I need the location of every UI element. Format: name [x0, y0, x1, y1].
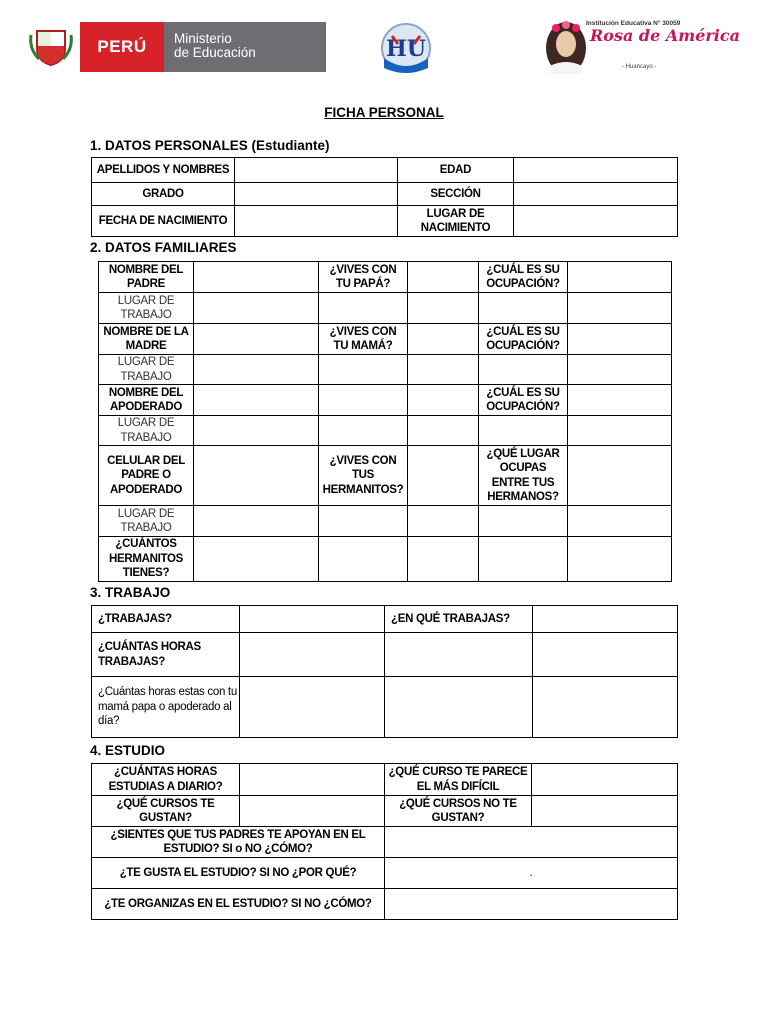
label-ocupacion-apoderado: ¿CUÁL ES SU OCUPACIÓN?	[479, 385, 568, 416]
page-header	[0, 0, 768, 90]
input-lugar-trabajo-madre-2[interactable]	[319, 355, 408, 385]
input-lugar-trabajo-padre-2[interactable]	[319, 293, 408, 324]
input-lugar-trabajo-padre-3[interactable]	[408, 293, 479, 324]
label-organizas: ¿TE ORGANIZAS EN EL ESTUDIO? SI NO ¿CÓMO?	[92, 889, 385, 920]
input-apellidos[interactable]	[235, 158, 398, 183]
input-grado[interactable]	[235, 183, 398, 206]
label-lugar-trabajo-apoderado: LUGAR DE TRABAJO	[99, 416, 194, 446]
input-lugar-trabajo-celular-1[interactable]	[194, 506, 319, 537]
section-trabajo: 3. TRABAJO	[90, 585, 171, 600]
input-cuantas-horas-trabajas[interactable]	[240, 633, 385, 677]
section-datos-familiares: 2. DATOS FAMILIARES	[90, 240, 237, 255]
input-lugar-trabajo-madre-5[interactable]	[568, 355, 672, 385]
input-gusta-estudio[interactable]: .	[385, 858, 678, 889]
table-trabajo	[91, 605, 678, 738]
input-ocupacion-apoderado[interactable]	[568, 385, 672, 416]
label-edad: EDAD	[398, 158, 514, 183]
school-city: - Huancayo -	[622, 64, 657, 70]
ministerio-label	[164, 22, 326, 72]
label-curso-dificil: ¿QUÉ CURSO TE PARECE EL MÁS DIFÍCIL	[385, 764, 532, 796]
input-lugar-trabajo-padre-4[interactable]	[479, 293, 568, 324]
input-lugar-trabajo-madre-3[interactable]	[408, 355, 479, 385]
input-nombre-padre[interactable]	[194, 262, 319, 293]
label-lugar-nacimiento: LUGAR DE NACIMIENTO	[398, 206, 514, 237]
input-hermanitos-extra-2[interactable]	[408, 537, 479, 582]
input-en-que-trabajas[interactable]	[533, 606, 678, 633]
peru-label: PERÚ	[80, 22, 164, 72]
input-lugar-trabajo-madre-1[interactable]	[194, 355, 319, 385]
label-seccion: SECCIÓN	[398, 183, 514, 206]
label-cursos-no-gustan: ¿QUÉ CURSOS NO TE GUSTAN?	[385, 796, 532, 827]
input-trabajo-extra-3[interactable]	[385, 677, 533, 738]
document-title: FICHA PERSONAL	[324, 105, 444, 120]
input-seccion[interactable]	[514, 183, 678, 206]
input-lugar-trabajo-apoderado-1[interactable]	[194, 416, 319, 446]
input-lugar-trabajo-padre-5[interactable]	[568, 293, 672, 324]
input-horas-estudias[interactable]	[240, 764, 385, 796]
input-hermanitos-extra-4[interactable]	[568, 537, 672, 582]
label-lugar-trabajo-madre: LUGAR DE TRABAJO	[99, 355, 194, 385]
input-trabajas[interactable]	[240, 606, 385, 633]
input-padres-apoyan[interactable]	[385, 827, 678, 858]
label-nombre-padre: NOMBRE DEL PADRE	[99, 262, 194, 293]
svg-text:HU: HU	[386, 36, 426, 62]
school-institution: Institución Educativa N° 30059	[586, 20, 681, 27]
label-vives-papa: ¿VIVES CON TU PAPÁ?	[319, 262, 408, 293]
label-vives-mama: ¿VIVES CON TU MAMÁ?	[319, 324, 408, 355]
label-grado: GRADO	[92, 183, 235, 206]
label-fecha-nacimiento: FECHA DE NACIMIENTO	[92, 206, 235, 237]
input-apoderado-extra-2[interactable]	[408, 385, 479, 416]
label-horas-estudias: ¿CUÁNTAS HORAS ESTUDIAS A DIARIO?	[92, 764, 240, 796]
input-lugar-trabajo-madre-4[interactable]	[479, 355, 568, 385]
label-gusta-estudio: ¿TE GUSTA EL ESTUDIO? SI NO ¿POR QUÉ?	[92, 858, 385, 889]
input-hermanitos-extra-1[interactable]	[319, 537, 408, 582]
label-celular: CELULAR DEL PADRE O APODERADO	[99, 446, 194, 506]
table-datos-personales	[91, 157, 678, 237]
input-trabajo-extra-1[interactable]	[385, 633, 533, 677]
input-ocupacion-madre[interactable]	[568, 324, 672, 355]
input-lugar-nacimiento[interactable]	[514, 206, 678, 237]
label-ocupacion-padre: ¿CUÁL ES SU OCUPACIÓN?	[479, 262, 568, 293]
school-name: Rosa de América	[590, 26, 740, 45]
school-logo	[542, 16, 740, 76]
label-cuantas-horas-trabajas: ¿CUÁNTAS HORAS TRABAJAS?	[92, 633, 240, 677]
input-vives-papa[interactable]	[408, 262, 479, 293]
input-horas-con-padres[interactable]	[240, 677, 385, 738]
input-lugar-trabajo-celular-2[interactable]	[319, 506, 408, 537]
input-lugar-trabajo-celular-3[interactable]	[408, 506, 479, 537]
input-nombre-madre[interactable]	[194, 324, 319, 355]
input-trabajo-extra-2[interactable]	[533, 633, 678, 677]
input-lugar-trabajo-apoderado-2[interactable]	[319, 416, 408, 446]
section-datos-personales: 1. DATOS PERSONALES (Estudiante)	[90, 138, 330, 153]
label-que-lugar: ¿QUÉ LUGAR OCUPAS ENTRE TUS HERMANOS?	[479, 446, 568, 506]
label-nombre-apoderado: NOMBRE DEL APODERADO	[99, 385, 194, 416]
input-que-lugar[interactable]	[568, 446, 672, 506]
input-hermanitos-extra-3[interactable]	[479, 537, 568, 582]
peru-coat-of-arms-icon	[22, 22, 80, 72]
input-vives-hermanitos[interactable]	[408, 446, 479, 506]
input-lugar-trabajo-apoderado-3[interactable]	[408, 416, 479, 446]
input-celular[interactable]	[194, 446, 319, 506]
input-cursos-no-gustan[interactable]	[532, 796, 678, 827]
input-nombre-apoderado[interactable]	[194, 385, 319, 416]
label-apellidos: APELLIDOS Y NOMBRES	[92, 158, 235, 183]
ministerio-line1: Ministerio	[174, 31, 232, 46]
label-vives-hermanitos: ¿VIVES CON TUS HERMANITOS?	[319, 446, 408, 506]
label-lugar-trabajo-celular: LUGAR DE TRABAJO	[99, 506, 194, 537]
ministerio-logo	[22, 22, 326, 72]
input-edad[interactable]	[514, 158, 678, 183]
input-cuantos-hermanitos[interactable]	[194, 537, 319, 582]
input-lugar-trabajo-apoderado-4[interactable]	[479, 416, 568, 446]
label-cuantos-hermanitos: ¿CUÁNTOS HERMANITOS TIENES?	[99, 537, 194, 582]
label-horas-con-padres: ¿Cuántas horas estas con tu mamá papa o apoderado al día?	[92, 677, 240, 738]
input-lugar-trabajo-celular-4[interactable]	[479, 506, 568, 537]
label-nombre-madre: NOMBRE DE LA MADRE	[99, 324, 194, 355]
label-lugar-trabajo-padre: LUGAR DE TRABAJO	[99, 293, 194, 324]
input-lugar-trabajo-padre-1[interactable]	[194, 293, 319, 324]
section-estudio: 4. ESTUDIO	[90, 743, 166, 758]
input-trabajo-extra-4[interactable]	[533, 677, 678, 738]
input-organizas[interactable]	[385, 889, 678, 920]
input-vives-mama[interactable]	[408, 324, 479, 355]
input-apoderado-extra-1[interactable]	[319, 385, 408, 416]
label-padres-apoyan: ¿SIENTES QUE TUS PADRES TE APOYAN EN EL ESTUDIO? SI o NO ¿CÓMO?	[92, 827, 385, 858]
label-cursos-gustan: ¿QUÉ CURSOS TE GUSTAN?	[92, 796, 240, 827]
ministerio-line2: de Educación	[174, 45, 256, 60]
hu-logo-icon	[378, 22, 434, 78]
label-ocupacion-madre: ¿CUÁL ES SU OCUPACIÓN?	[479, 324, 568, 355]
input-fecha-nacimiento[interactable]	[235, 206, 398, 237]
label-trabajas: ¿TRABAJAS?	[92, 606, 240, 633]
input-lugar-trabajo-celular-5[interactable]	[568, 506, 672, 537]
input-cursos-gustan[interactable]	[240, 796, 385, 827]
table-datos-familiares	[98, 261, 672, 582]
table-estudio	[91, 763, 678, 920]
label-en-que-trabajas: ¿EN QUÉ TRABAJAS?	[385, 606, 533, 633]
input-curso-dificil[interactable]	[532, 764, 678, 796]
input-lugar-trabajo-apoderado-5[interactable]	[568, 416, 672, 446]
input-ocupacion-padre[interactable]	[568, 262, 672, 293]
saint-portrait-icon	[544, 18, 588, 74]
